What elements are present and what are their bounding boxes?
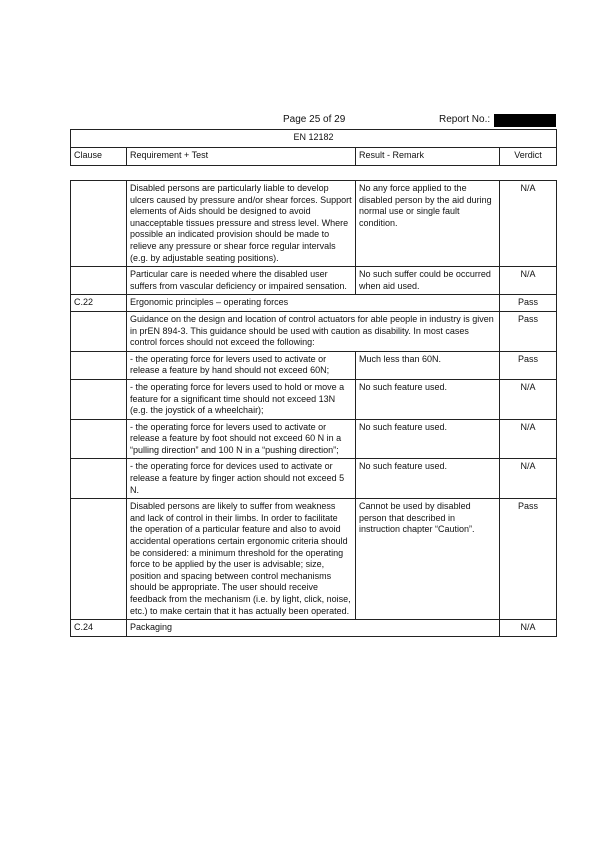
requirement-cell: - the operating force for devices used to activate or release a feature by finger action should not exceed 5 N.	[127, 459, 356, 499]
verdict-cell: Pass	[500, 295, 557, 312]
requirement-cell: - the operating force for levers used to activate or release a feature by hand should not exceed 60N;	[127, 351, 356, 379]
requirement-cell: - the operating force for levers used to activate or release a feature by foot should not exceed 60 N in a “pulling direction” and 100 N in a “pushing direction”;	[127, 419, 356, 459]
table-row	[71, 620, 557, 637]
result-cell: No such feature used.	[356, 459, 500, 499]
verdict-cell: N/A	[500, 181, 557, 267]
requirement-cell: - the operating force for levers used to hold or move a feature for a significant time should not exceed 13N (e.g. the joystick of a wheelchair);	[127, 379, 356, 419]
clause-cell	[71, 379, 127, 419]
clause-cell	[71, 181, 127, 267]
verdict-cell: N/A	[500, 379, 557, 419]
clause-cell	[71, 311, 127, 351]
table-row	[71, 181, 557, 267]
requirement-cell: Guidance on the design and location of control actuators for able people in industry is given in prEN 894-3. This guidance should be used with caution as disability. In most cases control forces should not exceed the following:	[127, 311, 500, 351]
col-result-header: Result - Remark	[356, 148, 500, 166]
result-cell: No such feature used.	[356, 379, 500, 419]
verdict-cell: Pass	[500, 311, 557, 351]
result-cell: No such suffer could be occurred when aid used.	[356, 267, 500, 295]
clause-cell	[71, 459, 127, 499]
redacted-report-number	[494, 114, 556, 127]
standard-title: EN 12182	[71, 130, 557, 148]
verdict-cell: N/A	[500, 267, 557, 295]
table-row	[71, 267, 557, 295]
requirement-cell: Particular care is needed where the disabled user suffers from vascular deficiency or impaired sensation.	[127, 267, 356, 295]
table-row	[71, 379, 557, 419]
verdict-cell: Pass	[500, 351, 557, 379]
verdict-cell: Pass	[500, 499, 557, 620]
verdict-cell: N/A	[500, 620, 557, 637]
requirements-table	[70, 180, 557, 637]
requirement-cell: Packaging	[127, 620, 500, 637]
result-cell: No any force applied to the disabled person by the aid during normal use or single fault condition.	[356, 181, 500, 267]
requirement-cell: Disabled persons are particularly liable to develop ulcers caused by pressure and/or shear forces. Support elements of Aids should be designed to avoid unacceptable tissues pressure and stress level. Where possible an indicated provision should be made to relieve any pressure or shear force regular intervals (e.g. by adjustable seating positions).	[127, 181, 356, 267]
result-cell: No such feature used.	[356, 419, 500, 459]
clause-cell	[71, 267, 127, 295]
table-header	[70, 129, 557, 166]
clause-cell	[71, 419, 127, 459]
requirement-cell: Ergonomic principles – operating forces	[127, 295, 500, 312]
table-row	[71, 419, 557, 459]
clause-cell: C.22	[71, 295, 127, 312]
verdict-cell: N/A	[500, 459, 557, 499]
col-requirement-header: Requirement + Test	[127, 148, 356, 166]
verdict-cell: N/A	[500, 419, 557, 459]
table-row	[71, 351, 557, 379]
page-number: Page 25 of 29	[283, 114, 346, 125]
clause-cell: C.24	[71, 620, 127, 637]
result-cell: Much less than 60N.	[356, 351, 500, 379]
col-verdict-header: Verdict	[500, 148, 557, 166]
col-clause-header: Clause	[71, 148, 127, 166]
clause-cell	[71, 499, 127, 620]
table-row	[71, 295, 557, 312]
clause-cell	[71, 351, 127, 379]
requirement-cell: Disabled persons are likely to suffer from weakness and lack of control in their limbs. In order to facilitate the operation of a particular feature and also to avoid accidental operations certain ergonomic criteria should be considered: a minimum threshold for the operating force to be applied by the user is advisable; size, position and spacing between control mechanisms should be appropriate. The user should receive feedback from the mechanism (i.e. by light, click, noise, etc.) to make certain that it has actually been operated.	[127, 499, 356, 620]
result-cell: Cannot be used by disabled person that described in instruction chapter “Caution”.	[356, 499, 500, 620]
report-number-label: Report No.:	[439, 114, 491, 125]
table-row	[71, 459, 557, 499]
table-row	[71, 499, 557, 620]
table-row	[71, 311, 557, 351]
